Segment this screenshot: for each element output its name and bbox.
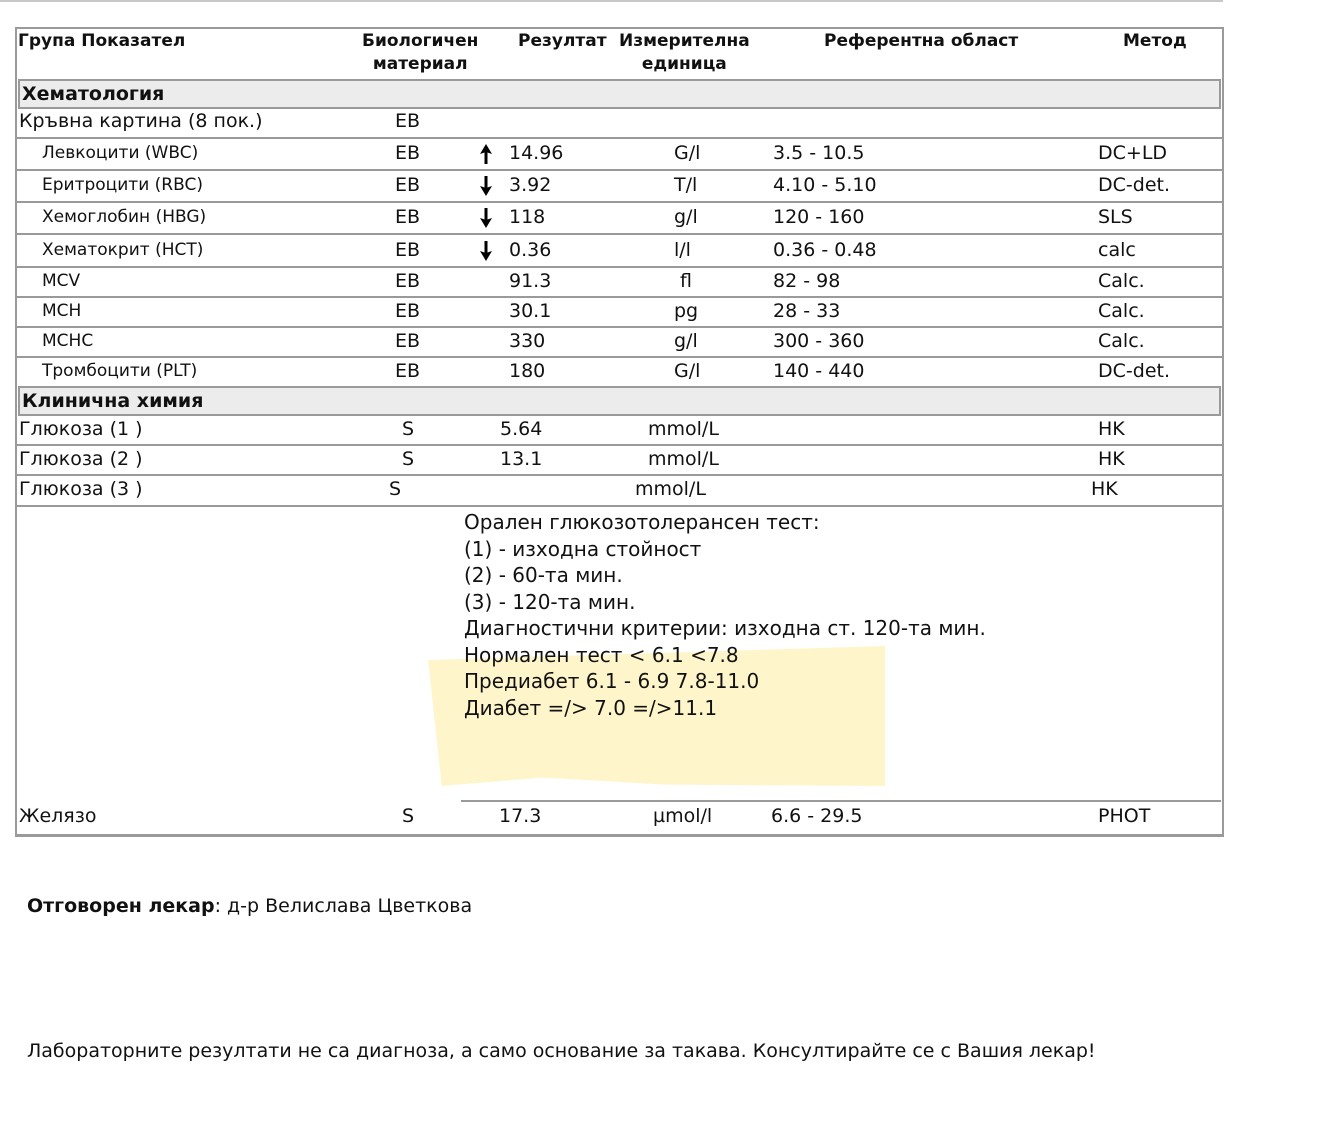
result-value: 91.3 bbox=[509, 270, 552, 292]
reference-range: 28 - 33 bbox=[773, 300, 841, 322]
material: ЕВ bbox=[395, 239, 421, 261]
result-value: 180 bbox=[509, 360, 546, 382]
section-title: Хематология bbox=[22, 83, 165, 105]
table-row bbox=[17, 803, 1222, 831]
method: SLS bbox=[1098, 206, 1133, 228]
responsible-doctor bbox=[27, 895, 472, 917]
method: HK bbox=[1098, 448, 1125, 470]
test-name: Кръвна картина (8 пок.) bbox=[19, 110, 263, 132]
unit: mmol/L bbox=[648, 418, 719, 440]
result-value: 30.1 bbox=[509, 300, 552, 322]
material: S bbox=[402, 805, 415, 827]
disclaimer: Лабораторните резултати не са диагноза, а само основание за такава. Консултирайте се с Вашия лекар! bbox=[27, 1040, 1096, 1062]
table-row bbox=[17, 476, 1222, 507]
unit: fl bbox=[680, 270, 692, 292]
note-divider bbox=[461, 800, 1221, 802]
reference-range: 82 - 98 bbox=[773, 270, 841, 292]
reference-range: 120 - 160 bbox=[773, 206, 865, 228]
material: ЕВ bbox=[395, 360, 421, 382]
unit: G/l bbox=[674, 142, 701, 164]
result-value: 17.3 bbox=[499, 805, 542, 827]
method: HK bbox=[1098, 418, 1125, 440]
lab-results-table bbox=[15, 27, 1224, 837]
material: ЕВ bbox=[395, 174, 421, 196]
test-name: Глюкоза (2 ) bbox=[19, 448, 143, 470]
top-divider bbox=[0, 0, 1223, 2]
section-hematology bbox=[18, 79, 1221, 109]
header-method: Метод bbox=[1123, 31, 1187, 51]
reference-range: 140 - 440 bbox=[773, 360, 865, 382]
section-title: Клинична химия bbox=[22, 390, 204, 412]
unit: µmol/l bbox=[653, 805, 713, 827]
material: ЕВ bbox=[395, 110, 421, 132]
test-name: Желязо bbox=[19, 805, 97, 827]
result-value: 0.36 bbox=[509, 239, 552, 261]
table-row bbox=[17, 298, 1222, 328]
note-line: Предиабет 6.1 - 6.9 7.8-11.0 bbox=[464, 669, 760, 693]
unit: mmol/L bbox=[635, 478, 706, 500]
table-row bbox=[17, 109, 1222, 139]
material: ЕВ bbox=[395, 206, 421, 228]
note-line: Орален глюкозотолерансен тест: bbox=[464, 510, 820, 534]
note-line: Нормален тест < 6.1 <7.8 bbox=[464, 642, 739, 667]
header-material bbox=[362, 30, 478, 76]
method: PHOT bbox=[1098, 805, 1151, 827]
table-row bbox=[17, 139, 1222, 171]
test-name: Тромбоцити (PLT) bbox=[42, 361, 198, 381]
material: S bbox=[389, 478, 402, 500]
reference-range: 300 - 360 bbox=[773, 330, 865, 352]
unit: g/l bbox=[674, 206, 698, 228]
material: ЕВ bbox=[395, 270, 421, 292]
method: DC-det. bbox=[1098, 360, 1170, 382]
arrow-down-icon bbox=[479, 175, 493, 197]
method: DC+LD bbox=[1098, 142, 1168, 164]
table-row bbox=[17, 358, 1222, 384]
table-row bbox=[17, 268, 1222, 298]
result-value: 118 bbox=[509, 206, 546, 228]
arrow-up-icon bbox=[479, 143, 493, 165]
header-result: Резултат bbox=[518, 31, 607, 51]
material: ЕВ bbox=[395, 142, 421, 164]
test-name: Левкоцити (WBC) bbox=[42, 143, 199, 163]
table-row bbox=[17, 328, 1222, 358]
note-line: Диагностични критерии: изходна ст. 120-та мин. bbox=[464, 616, 986, 640]
result-value: 5.64 bbox=[500, 418, 543, 440]
method: Calc. bbox=[1098, 270, 1145, 292]
reference-range: 6.6 - 29.5 bbox=[771, 805, 863, 827]
header-material-line1: Биологичен bbox=[362, 31, 479, 51]
reference-range: 3.5 - 10.5 bbox=[773, 142, 865, 164]
section-clinical-chemistry bbox=[18, 386, 1221, 416]
doctor-name: д-р Велислава Цветкова bbox=[220, 895, 473, 917]
table-row bbox=[17, 446, 1222, 476]
reference-range: 0.36 - 0.48 bbox=[773, 239, 877, 261]
method: HK bbox=[1091, 478, 1118, 500]
result-value: 14.96 bbox=[509, 142, 564, 164]
unit: g/l bbox=[674, 330, 698, 352]
table-row bbox=[17, 416, 1222, 446]
result-value: 330 bbox=[509, 330, 546, 352]
note-line: (3) - 120-та мин. bbox=[464, 589, 636, 614]
method: Calc. bbox=[1098, 300, 1145, 322]
test-name: Еритроцити (RBC) bbox=[42, 175, 203, 195]
result-value: 3.92 bbox=[509, 174, 552, 196]
reference-range: 4.10 - 5.10 bbox=[773, 174, 877, 196]
material: S bbox=[402, 448, 415, 470]
note-line: Диабет =/> 7.0 =/>11.1 bbox=[464, 695, 718, 720]
header-unit-line1: Измерителна bbox=[619, 31, 750, 51]
test-name: Глюкоза (3 ) bbox=[19, 478, 143, 500]
header-reference: Референтна област bbox=[824, 31, 1019, 51]
unit: l/l bbox=[674, 239, 691, 261]
test-name: Глюкоза (1 ) bbox=[19, 418, 143, 440]
note-line: (2) - 60-та мин. bbox=[464, 563, 623, 587]
table-row bbox=[17, 203, 1222, 235]
method: Calc. bbox=[1098, 330, 1145, 352]
result-value: 13.1 bbox=[500, 448, 543, 470]
header-unit bbox=[619, 30, 750, 76]
method: calc bbox=[1098, 239, 1136, 261]
material: S bbox=[402, 418, 415, 440]
header-material-line2: материал bbox=[372, 54, 468, 74]
unit: G/l bbox=[674, 360, 701, 382]
arrow-down-icon bbox=[479, 240, 493, 262]
ogtt-note bbox=[464, 509, 986, 721]
note-line: (1) - изходна стойност bbox=[464, 536, 702, 561]
test-name: MCH bbox=[42, 301, 82, 321]
header-group: Група Показател bbox=[18, 31, 186, 51]
unit: T/l bbox=[674, 174, 698, 196]
test-name: MCHC bbox=[42, 331, 94, 351]
method: DC-det. bbox=[1098, 174, 1170, 196]
unit: mmol/L bbox=[648, 448, 719, 470]
material: ЕВ bbox=[395, 330, 421, 352]
table-row bbox=[17, 171, 1222, 203]
unit: pg bbox=[674, 300, 699, 322]
test-name: Хематокрит (HCT) bbox=[42, 240, 204, 260]
material: ЕВ bbox=[395, 300, 421, 322]
test-name: Хемоглобин (HBG) bbox=[42, 207, 207, 227]
doctor-separator: : bbox=[214, 895, 221, 917]
header-unit-line2: единица bbox=[641, 54, 727, 74]
doctor-label: Отговорен лекар bbox=[27, 895, 215, 917]
arrow-down-icon bbox=[479, 207, 493, 229]
test-name: MCV bbox=[42, 271, 81, 291]
table-row bbox=[17, 235, 1222, 268]
